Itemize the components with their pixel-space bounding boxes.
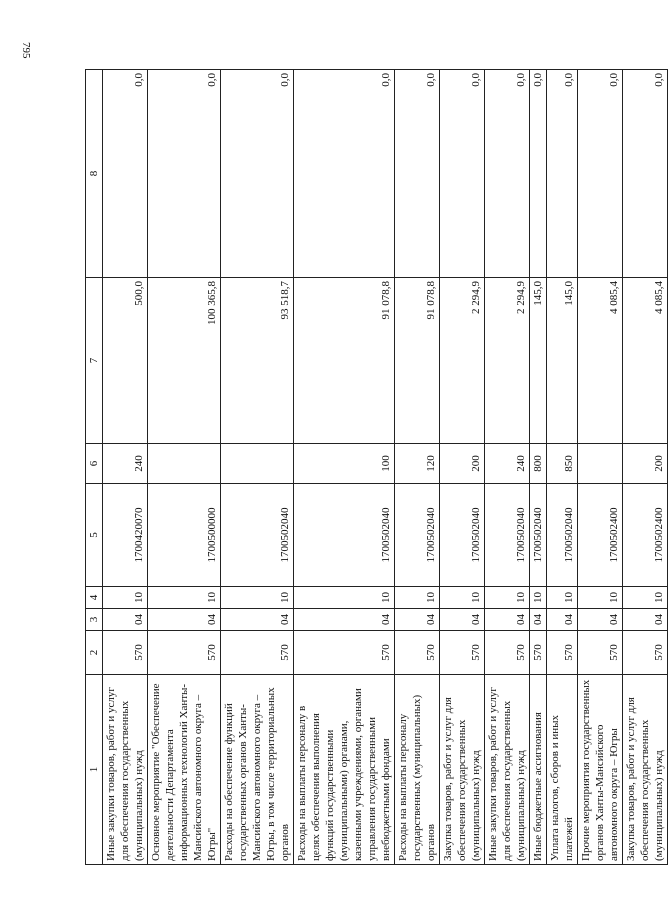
row-target-article: 1700502040 bbox=[395, 484, 440, 587]
row-description: Иные закупки товаров, работ и услуг для обеспечения государственных (муниципальных) нужд bbox=[103, 675, 148, 865]
row-expense-type: 850 bbox=[547, 444, 578, 484]
col-header-3: 3 bbox=[86, 609, 103, 631]
row-amount: 93 518,7 bbox=[221, 278, 294, 444]
table-row bbox=[440, 70, 485, 865]
row-ministry-code: 570 bbox=[148, 631, 221, 675]
col-header-4: 4 bbox=[86, 587, 103, 609]
row-target-article: 1700502400 bbox=[578, 484, 623, 587]
col-header-2: 2 bbox=[86, 631, 103, 675]
row-amount: 145,0 bbox=[547, 278, 578, 444]
row-expense-type: 200 bbox=[440, 444, 485, 484]
row-amount: 100 365,8 bbox=[148, 278, 221, 444]
col-header-1: 1 bbox=[86, 675, 103, 865]
row-section-code: 04 bbox=[294, 609, 395, 631]
header-row bbox=[86, 70, 103, 865]
row-expense-type: 100 bbox=[294, 444, 395, 484]
row-target-article: 1700502040 bbox=[485, 484, 530, 587]
row-expense-type: 120 bbox=[395, 444, 440, 484]
row-description: Расходы на выплаты персоналу в целях обеспечения выполнения функций государственными (муниципальными) органами, казенными учреждениями, органами управления государственными внебюджетными фондами bbox=[294, 675, 395, 865]
row-subsection-code: 10 bbox=[221, 587, 294, 609]
row-amount-2: 0,0 bbox=[547, 70, 578, 278]
row-subsection-code: 10 bbox=[578, 587, 623, 609]
row-target-article: 1700502040 bbox=[440, 484, 485, 587]
row-ministry-code: 570 bbox=[221, 631, 294, 675]
table-row bbox=[623, 70, 668, 865]
rotated-table-container bbox=[85, 70, 665, 865]
row-amount: 91 078,8 bbox=[294, 278, 395, 444]
row-section-code: 04 bbox=[221, 609, 294, 631]
row-amount-2: 0,0 bbox=[578, 70, 623, 278]
row-amount: 2 294,9 bbox=[440, 278, 485, 444]
row-subsection-code: 10 bbox=[440, 587, 485, 609]
row-ministry-code: 570 bbox=[530, 631, 547, 675]
table-row bbox=[485, 70, 530, 865]
table-row bbox=[547, 70, 578, 865]
row-ministry-code: 570 bbox=[103, 631, 148, 675]
row-amount-2: 0,0 bbox=[103, 70, 148, 278]
row-target-article: 1700502040 bbox=[547, 484, 578, 587]
table-row bbox=[294, 70, 395, 865]
table-row bbox=[578, 70, 623, 865]
row-description: Уплата налогов, сборов и иных платежей bbox=[547, 675, 578, 865]
table-row bbox=[395, 70, 440, 865]
row-amount: 145,0 bbox=[530, 278, 547, 444]
row-target-article: 1700420070 bbox=[103, 484, 148, 587]
row-target-article: 1700502040 bbox=[221, 484, 294, 587]
row-ministry-code: 570 bbox=[395, 631, 440, 675]
budget-table bbox=[85, 69, 668, 865]
row-ministry-code: 570 bbox=[294, 631, 395, 675]
row-expense-type bbox=[221, 444, 294, 484]
row-description: Иные бюджетные ассигнования bbox=[530, 675, 547, 865]
row-description: Прочие мероприятия государственных органов Ханты-Мансийского автономного округа – Югры bbox=[578, 675, 623, 865]
row-subsection-code: 10 bbox=[485, 587, 530, 609]
row-target-article: 1700502040 bbox=[530, 484, 547, 587]
row-description: Расходы на выплаты персоналу государственных (муниципальных) органов bbox=[395, 675, 440, 865]
row-section-code: 04 bbox=[395, 609, 440, 631]
row-section-code: 04 bbox=[623, 609, 668, 631]
row-expense-type bbox=[578, 444, 623, 484]
row-expense-type: 240 bbox=[485, 444, 530, 484]
row-subsection-code: 10 bbox=[623, 587, 668, 609]
row-description: Иные закупки товаров, работ и услуг для обеспечения государственных (муниципальных) нужд bbox=[485, 675, 530, 865]
row-target-article: 1700502040 bbox=[294, 484, 395, 587]
row-amount-2: 0,0 bbox=[485, 70, 530, 278]
row-description: Расходы на обеспечение функций государственных органов Ханты-Мансийского автономного округа – Югры, в том числе территориальных органов bbox=[221, 675, 294, 865]
row-section-code: 04 bbox=[578, 609, 623, 631]
col-header-7: 7 bbox=[86, 278, 103, 444]
row-amount-2: 0,0 bbox=[623, 70, 668, 278]
row-ministry-code: 570 bbox=[485, 631, 530, 675]
row-section-code: 04 bbox=[103, 609, 148, 631]
col-header-5: 5 bbox=[86, 484, 103, 587]
col-header-6: 6 bbox=[86, 444, 103, 484]
row-amount-2: 0,0 bbox=[221, 70, 294, 278]
row-subsection-code: 10 bbox=[395, 587, 440, 609]
row-amount-2: 0,0 bbox=[440, 70, 485, 278]
row-amount: 2 294,9 bbox=[485, 278, 530, 444]
table-row bbox=[103, 70, 148, 865]
table-row bbox=[221, 70, 294, 865]
row-ministry-code: 570 bbox=[578, 631, 623, 675]
row-subsection-code: 10 bbox=[547, 587, 578, 609]
row-subsection-code: 10 bbox=[103, 587, 148, 609]
row-expense-type bbox=[148, 444, 221, 484]
row-amount: 91 078,8 bbox=[395, 278, 440, 444]
row-subsection-code: 10 bbox=[294, 587, 395, 609]
col-header-8: 8 bbox=[86, 70, 103, 278]
row-section-code: 04 bbox=[530, 609, 547, 631]
row-subsection-code: 10 bbox=[148, 587, 221, 609]
row-section-code: 04 bbox=[148, 609, 221, 631]
page-number: 795 bbox=[20, 42, 32, 59]
table-row bbox=[530, 70, 547, 865]
row-amount-2: 0,0 bbox=[148, 70, 221, 278]
row-section-code: 04 bbox=[547, 609, 578, 631]
row-ministry-code: 570 bbox=[623, 631, 668, 675]
table-row bbox=[148, 70, 221, 865]
row-expense-type: 200 bbox=[623, 444, 668, 484]
row-amount-2: 0,0 bbox=[395, 70, 440, 278]
row-expense-type: 800 bbox=[530, 444, 547, 484]
row-target-article: 1700502400 bbox=[623, 484, 668, 587]
row-expense-type: 240 bbox=[103, 444, 148, 484]
row-subsection-code: 10 bbox=[530, 587, 547, 609]
row-description: Основное мероприятие "Обеспечение деятельности Департамента информационных технологий Ханты-Мансийского автономного округа – Югры" bbox=[148, 675, 221, 865]
row-amount-2: 0,0 bbox=[294, 70, 395, 278]
row-ministry-code: 570 bbox=[547, 631, 578, 675]
row-description: Закупка товаров, работ и услуг для обеспечения государственных (муниципальных) нужд bbox=[623, 675, 668, 865]
row-target-article: 1700500000 bbox=[148, 484, 221, 587]
row-amount: 4 085,4 bbox=[578, 278, 623, 444]
row-amount-2: 0,0 bbox=[530, 70, 547, 278]
row-amount: 4 085,4 bbox=[623, 278, 668, 444]
row-amount: 500,0 bbox=[103, 278, 148, 444]
row-ministry-code: 570 bbox=[440, 631, 485, 675]
row-section-code: 04 bbox=[440, 609, 485, 631]
row-section-code: 04 bbox=[485, 609, 530, 631]
row-description: Закупка товаров, работ и услуг для обеспечения государственных (муниципальных) нужд bbox=[440, 675, 485, 865]
